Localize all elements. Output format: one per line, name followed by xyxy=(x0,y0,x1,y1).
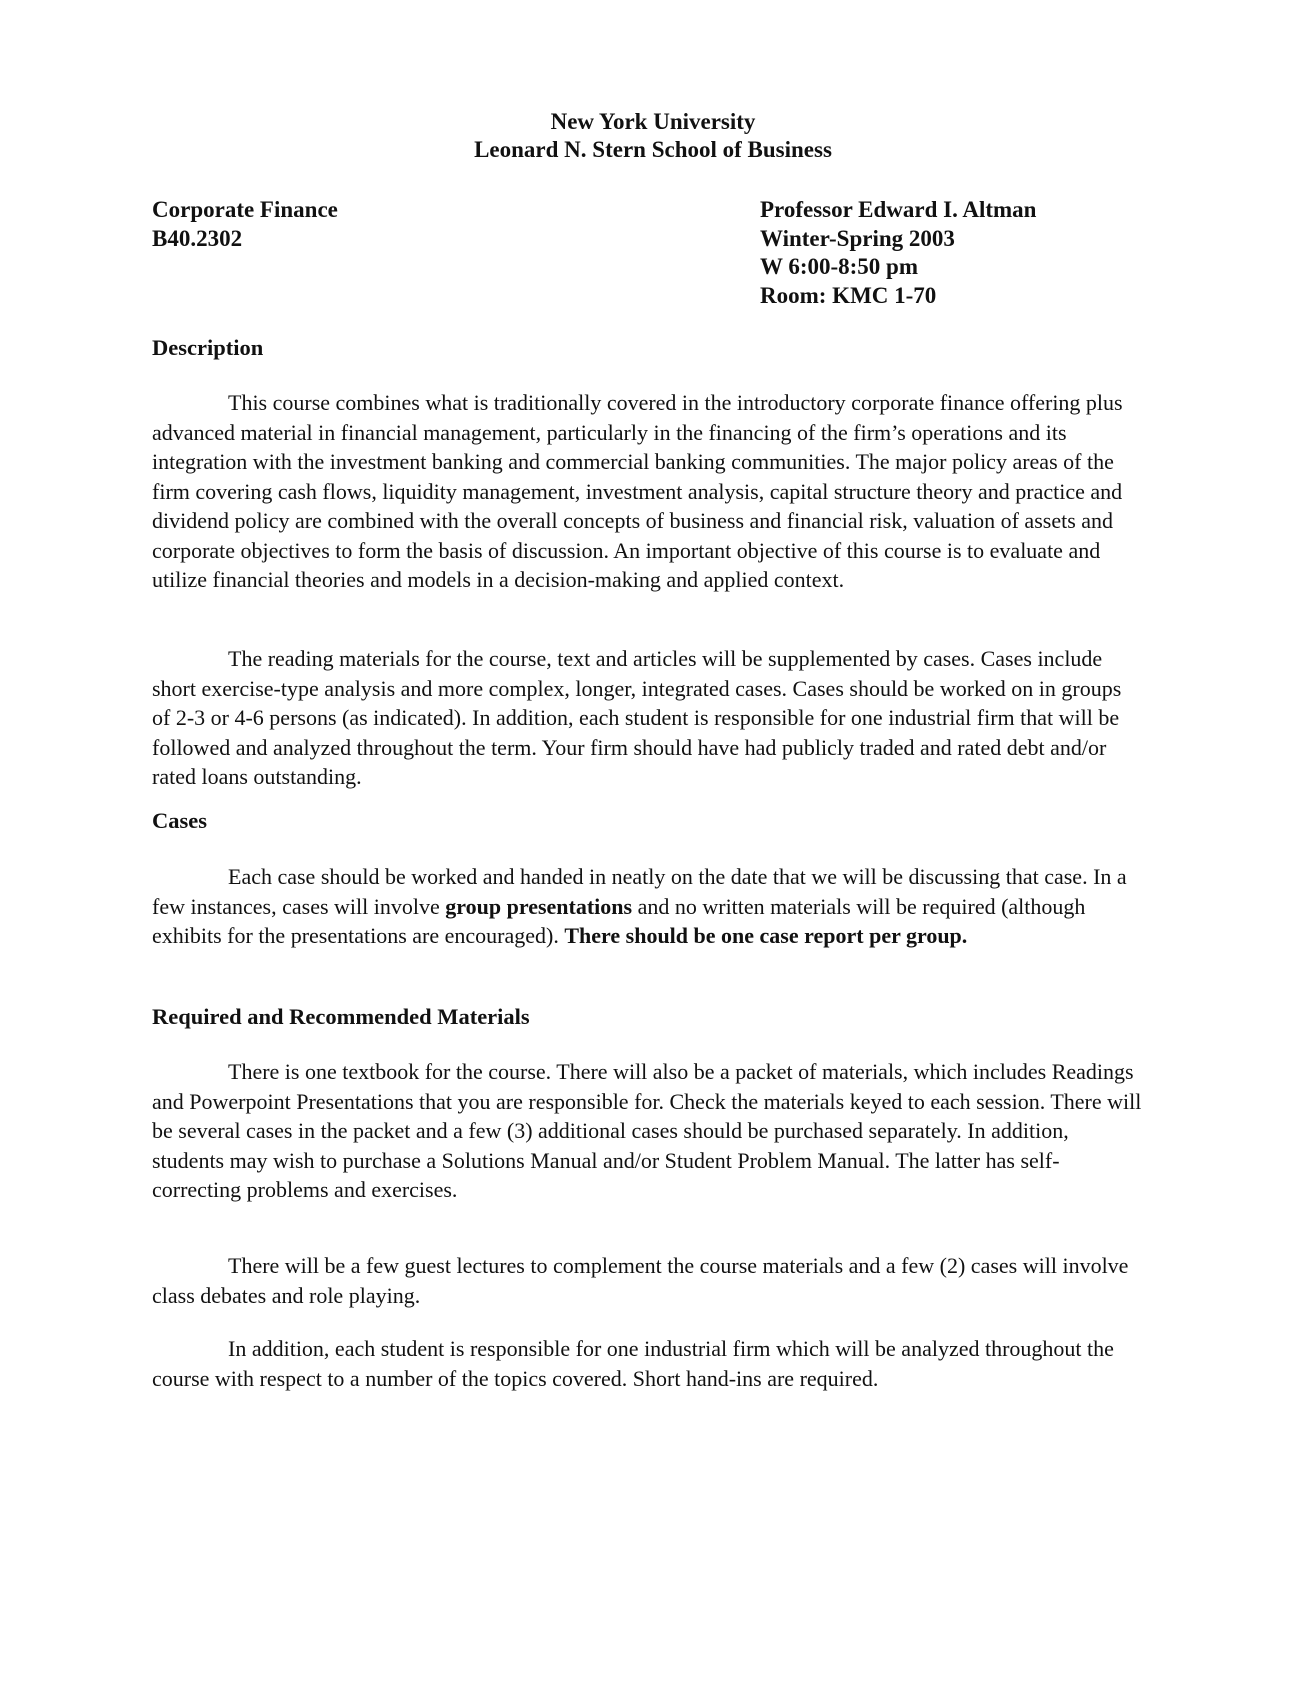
course-term: Winter-Spring 2003 xyxy=(760,225,955,251)
cases-text-end: . xyxy=(961,923,968,948)
materials-paragraph-3: In addition, each student is responsible for one industrial firm which will be analyzed throughout the course with respect to a number of the topics covered. Short hand-ins are required. xyxy=(152,1336,1114,1391)
cases-emphasis-group-presentations: group presentations xyxy=(445,893,633,919)
description-paragraph-1: This course combines what is traditionally covered in the introductory corporate finance offering plus advanced material in financial management, particularly in the financing of the firm’s operations and its integration with the investment banking and commercial banking communities. The major policy areas of the firm covering cash flows, liquidity management, investment analysis, capital structure theory and practice and dividend policy are combined with the overall concepts of business and financial risk, valuation of assets and corporate objectives to form the basis of discussion. An important objective of this course is to evaluate and utilize financial theories and models in a decision-making and applied context. xyxy=(152,390,1123,592)
course-room: Room: KMC 1-70 xyxy=(760,282,937,308)
description-heading: Description xyxy=(152,335,264,360)
description-paragraph-2: The reading materials for the course, text and articles will be supplemented by cases. Cases include short exercise-type analysis and more complex, longer, integrated cases. Cases should be worked on in groups of 2-3 or 4-6 persons (as indicated). In addition, each student is responsible for one industrial firm that will be followed and analyzed throughout the term. Your firm should have had publicly traded and rated debt and/or rated loans outstanding. xyxy=(152,646,1122,789)
document-header xyxy=(0,108,1306,164)
materials-paragraph-1: There is one textbook for the course. There will also be a packet of materials, which includes Readings and Powerpoint Presentations that you are responsible for. Check the materials keyed to each session. There will be several cases in the packet and a few (3) additional cases should be purchased separately. In addition, students may wish to purchase a Solutions Manual and/or Student Problem Manual. The latter has self-correcting problems and exercises. xyxy=(152,1059,1142,1202)
cases-emphasis-one-report: There should be one case report per group xyxy=(564,923,962,948)
course-number: B40.2302 xyxy=(152,225,243,251)
cases-text-2: and no written materials will be required (although exhibits for the presentations are encouraged). xyxy=(152,893,1086,948)
course-info xyxy=(152,196,338,253)
course-title: Corporate Finance xyxy=(152,197,338,222)
instructor-name: Professor Edward I. Altman xyxy=(760,197,1037,222)
cases-heading: Cases xyxy=(152,808,207,833)
cases-paragraph xyxy=(152,862,1142,951)
cases-text-1: Each case should be worked and handed in neatly on the date that we will be discussing that case. In a few instances, cases will involve xyxy=(152,864,1127,919)
university-name: New York University xyxy=(550,109,756,134)
school-name: Leonard N. Stern School of Business xyxy=(474,137,832,162)
materials-paragraph-2: There will be a few guest lectures to complement the course materials and a few (2) cases will involve class debates and role playing. xyxy=(152,1253,1129,1308)
materials-heading: Required and Recommended Materials xyxy=(152,1004,530,1029)
instructor-info xyxy=(760,196,1036,310)
course-time: W 6:00-8:50 pm xyxy=(760,254,919,279)
